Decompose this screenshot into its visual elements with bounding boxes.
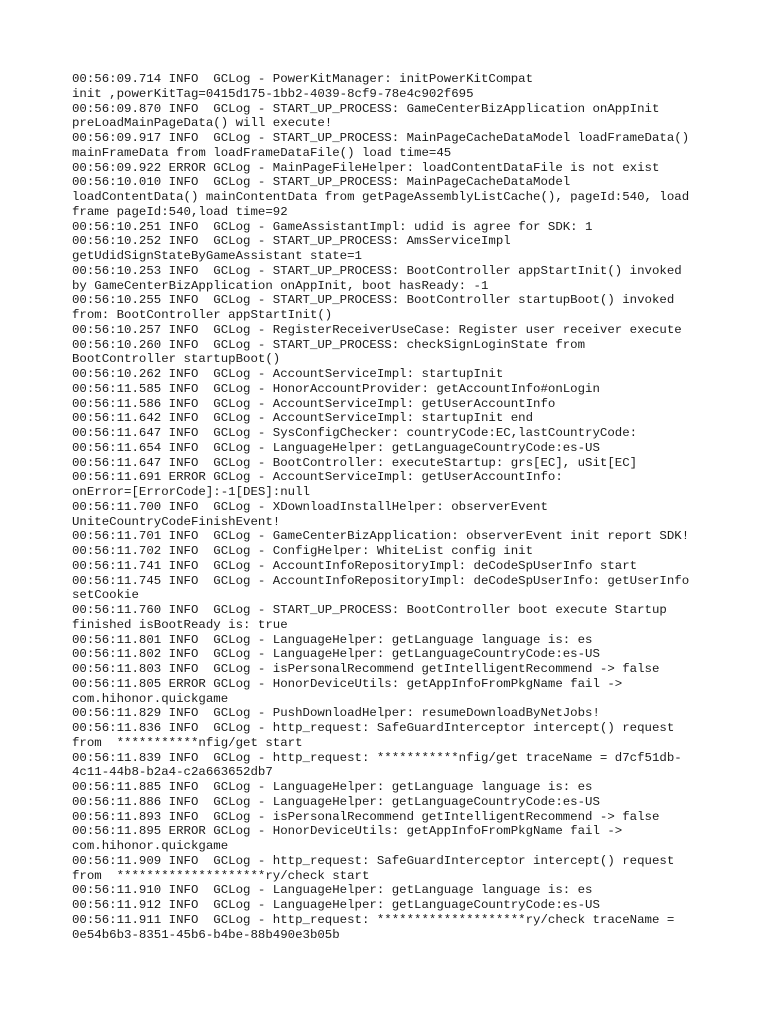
- log-line: 00:56:11.805 ERROR GCLog - HonorDeviceUtils: getAppInfoFromPkgName fail ->: [72, 676, 623, 691]
- log-line: 00:56:10.253 INFO GCLog - START_UP_PROCESS: BootController appStartInit() invoked: [72, 263, 682, 278]
- log-line: 00:56:10.255 INFO GCLog - START_UP_PROCESS: BootController startupBoot() invoked: [72, 293, 675, 308]
- log-line: 00:56:11.911 INFO GCLog - http_request: ********************ry/check traceName =: [72, 912, 675, 927]
- log-line: 00:56:11.700 INFO GCLog - XDownloadInstallHelper: observerEvent: [72, 499, 548, 514]
- log-line: from ***********nfig/get start: [72, 735, 303, 750]
- log-line: init ,powerKitTag=0415d175-1bb2-4039-8cf9-78e4c902f695: [72, 86, 474, 101]
- log-line: 00:56:10.257 INFO GCLog - RegisterReceiverUseCase: Register user receiver execute: [72, 322, 682, 337]
- log-line: by GameCenterBizApplication onAppInit, boot hasReady: -1: [72, 278, 489, 293]
- log-line: 00:56:09.870 INFO GCLog - START_UP_PROCESS: GameCenterBizApplication onAppInit: [72, 101, 660, 116]
- log-line: 00:56:11.836 INFO GCLog - http_request: SafeGuardInterceptor intercept() request: [72, 721, 675, 735]
- log-line: 4c11-44b8-b2a4-c2a663652db7: [72, 765, 273, 780]
- log-line: 00:56:11.886 INFO GCLog - LanguageHelper: getLanguageCountryCode:es-US: [72, 794, 600, 809]
- log-line: 00:56:10.251 INFO GCLog - GameAssistantImpl: udid is agree for SDK: 1: [72, 219, 593, 234]
- log-line: 00:56:11.585 INFO GCLog - HonorAccountProvider: getAccountInfo#onLogin: [72, 381, 600, 396]
- log-line: 00:56:11.839 INFO GCLog - http_request: ***********nfig/get traceName = d7cf51db-: [72, 750, 682, 765]
- log-line: mainFrameData from loadFrameDataFile() load time=45: [72, 145, 452, 160]
- log-line: 00:56:10.252 INFO GCLog - START_UP_PROCESS: AmsServiceImpl: [72, 234, 511, 249]
- log-line: from: BootController appStartInit(): [72, 308, 333, 322]
- log-line: 00:56:11.893 INFO GCLog - isPersonalRecommend getIntelligentRecommend -> false: [72, 809, 660, 824]
- log-line: 00:56:10.262 INFO GCLog - AccountServiceImpl: startupInit: [72, 367, 504, 381]
- log-line: frame pageId:540,load time=92: [72, 204, 288, 219]
- log-line: 00:56:11.647 INFO GCLog - SysConfigChecker: countryCode:EC,lastCountryCode:: [72, 426, 638, 440]
- log-line: 00:56:11.760 INFO GCLog - START_UP_PROCESS: BootController boot execute Startup: [72, 603, 667, 617]
- log-line: from ********************ry/check start: [72, 868, 370, 883]
- log-line: 00:56:09.917 INFO GCLog - START_UP_PROCESS: MainPageCacheDataModel loadFrameData(): [72, 131, 690, 145]
- log-line: UniteCountryCodeFinishEvent!: [72, 514, 281, 529]
- log-line: 00:56:11.802 INFO GCLog - LanguageHelper: getLanguageCountryCode:es-US: [72, 647, 600, 662]
- log-line: com.hihonor.quickgame: [72, 691, 229, 706]
- log-line: 0e54b6b3-8351-45b6-b4be-88b490e3b05b: [72, 927, 340, 942]
- log-line: setCookie: [72, 588, 139, 603]
- log-line: 00:56:11.702 INFO GCLog - ConfigHelper: WhiteList config init: [72, 544, 534, 558]
- log-line: finished isBootReady is: true: [72, 617, 288, 632]
- log-line: 00:56:09.714 INFO GCLog - PowerKitManager: initPowerKitCompat: [72, 72, 534, 86]
- log-line: 00:56:11.586 INFO GCLog - AccountServiceImpl: getUserAccountInfo: [72, 396, 556, 411]
- log-line: 00:56:11.829 INFO GCLog - PushDownloadHelper: resumeDownloadByNetJobs!: [72, 706, 600, 721]
- log-line: com.hihonor.quickgame: [72, 839, 229, 853]
- log-line: 00:56:11.642 INFO GCLog - AccountServiceImpl: startupInit end: [72, 411, 534, 426]
- log-line: 00:56:11.885 INFO GCLog - LanguageHelper: getLanguage language is: es: [72, 780, 593, 794]
- log-line: 00:56:11.910 INFO GCLog - LanguageHelper: getLanguage language is: es: [72, 883, 593, 898]
- log-line: onError=[ErrorCode]:-1[DES]:null: [72, 485, 310, 499]
- log-line: 00:56:10.260 INFO GCLog - START_UP_PROCESS: checkSignLoginState from: [72, 337, 586, 352]
- log-line: 00:56:11.654 INFO GCLog - LanguageHelper: getLanguageCountryCode:es-US: [72, 440, 600, 455]
- log-line: 00:56:11.741 INFO GCLog - AccountInfoRepositoryImpl: deCodeSpUserInfo start: [72, 558, 638, 573]
- log-line: 00:56:09.922 ERROR GCLog - MainPageFileHelper: loadContentDataFile is not exist: [72, 160, 660, 175]
- log-line: 00:56:11.801 INFO GCLog - LanguageHelper: getLanguage language is: es: [72, 632, 593, 647]
- log-line: 00:56:11.895 ERROR GCLog - HonorDeviceUtils: getAppInfoFromPkgName fail ->: [72, 824, 623, 839]
- log-line: 00:56:11.647 INFO GCLog - BootController: executeStartup: grs[EC], uSit[EC]: [72, 455, 638, 470]
- log-line: 00:56:11.909 INFO GCLog - http_request: SafeGuardInterceptor intercept() request: [72, 853, 675, 868]
- log-line: 00:56:11.701 INFO GCLog - GameCenterBizApplication: observerEvent init report SDK!: [72, 529, 690, 544]
- log-line: 00:56:11.691 ERROR GCLog - AccountServiceImpl: getUserAccountInfo:: [72, 470, 563, 485]
- log-line: 00:56:11.803 INFO GCLog - isPersonalRecommend getIntelligentRecommend -> false: [72, 662, 660, 676]
- log-line: 00:56:10.010 INFO GCLog - START_UP_PROCESS: MainPageCacheDataModel: [72, 175, 571, 190]
- log-line: 00:56:11.912 INFO GCLog - LanguageHelper: getLanguageCountryCode:es-US: [72, 898, 600, 912]
- log-text-block: [72, 72, 702, 942]
- log-line: preLoadMainPageData() will execute!: [72, 116, 333, 131]
- log-line: 00:56:11.745 INFO GCLog - AccountInfoRepositoryImpl: deCodeSpUserInfo: getUserInfo: [72, 573, 690, 588]
- log-line: loadContentData() mainContentData from getPageAssemblyListCache(), pageId:540, load: [72, 190, 690, 204]
- log-line: BootController startupBoot(): [72, 352, 281, 367]
- log-line: getUdidSignStateByGameAssistant state=1: [72, 249, 362, 263]
